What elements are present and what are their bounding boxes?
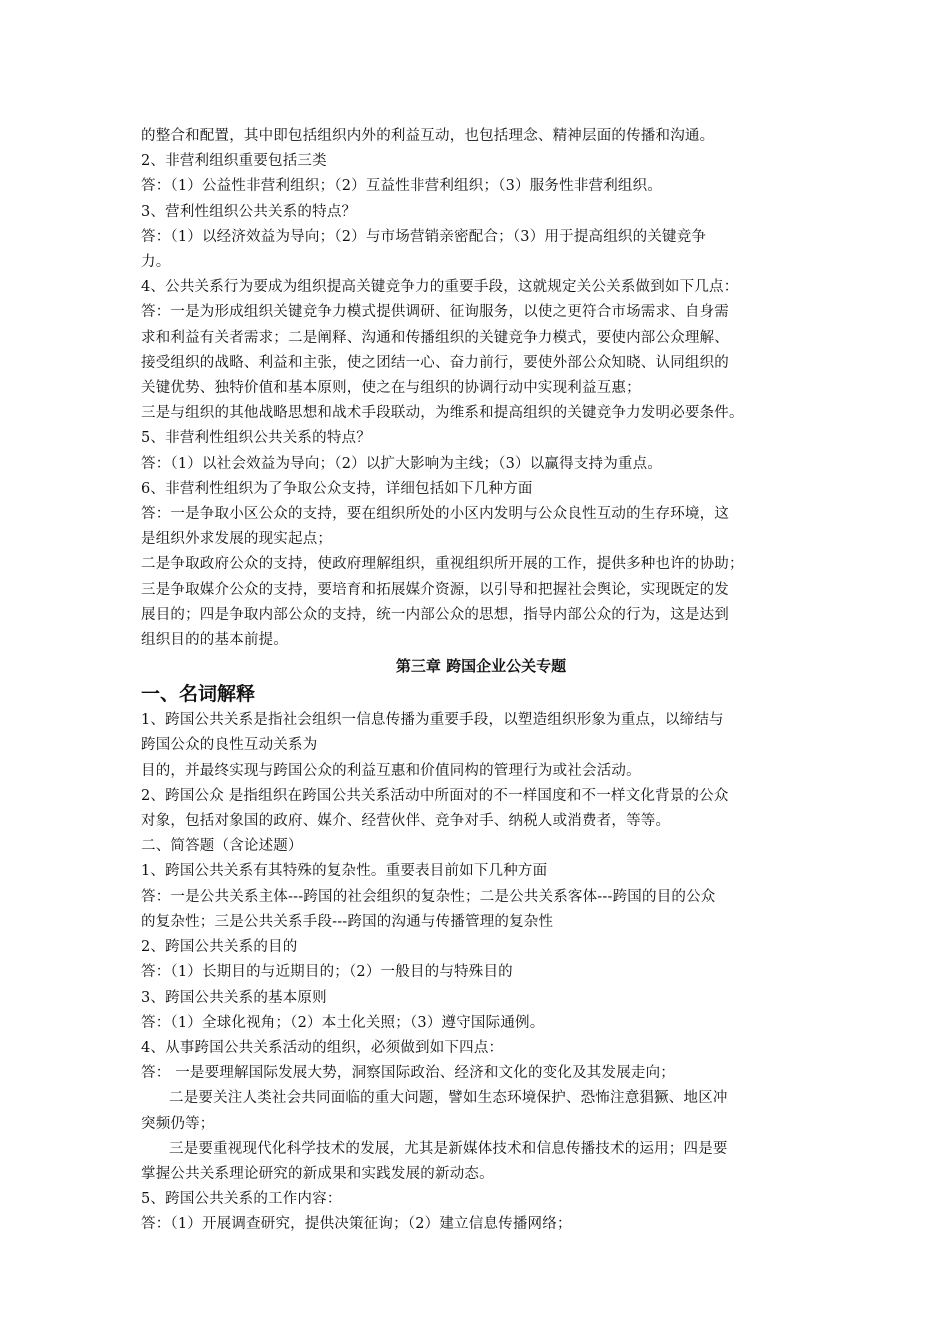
question-line: 5、非营利性组织公共关系的特点？ [141, 430, 371, 447]
text-line: 目的，并最终实现与跨国公众的利益互惠和价值同构的管理行为或社会活动。 [141, 762, 641, 779]
text-line: 跨国公众的良性互动关系为 [141, 737, 318, 754]
text-line: 掌握公共关系理论研究的新成果和实践发展的新动态。 [141, 1165, 494, 1182]
section-heading: 一、名词解释 [141, 683, 256, 706]
text-line: 三是争取媒介公众的支持，要培育和拓展媒介资源，以引导和把握社会舆论，实现既定的发 [141, 581, 729, 598]
answer-line: 答：（1）开展调查研究，提供决策征询；（2）建立信息传播网络； [141, 1216, 572, 1233]
question-line: 4、从事跨国公共关系活动的组织，必须做到如下四点： [141, 1039, 504, 1056]
answer-line: 答： 一是要理解国际发展大势，洞察国际政治、经济和文化的变化及其发展走向； [141, 1065, 676, 1082]
question-line: 3、跨国公共关系的基本原则 [141, 989, 327, 1006]
answer-line: 答：（1）全球化视角；（2）本土化关照；（3）遵守国际通例。 [141, 1014, 545, 1031]
text-line: 组织目的的基本前提。 [141, 632, 288, 649]
text-line: 是组织外求发展的现实起点； [141, 531, 333, 548]
text-line: 展目的；四是争取内部公众的支持，统一内部公众的思想，指导内部公众的行为，这是达到 [141, 606, 729, 623]
question-line: 1、跨国公共关系有其特殊的复杂性。重要表目前如下几种方面 [141, 863, 548, 880]
definition-line: 1、跨国公共关系是指社会组织一信息传播为重要手段，以塑造组织形象为重点，以缔结与 [141, 712, 724, 729]
text-line: 的整合和配置，其中即包括组织内外的利益互动，也包括理念、精神层面的传播和沟通。 [141, 128, 715, 144]
question-line: 5、跨国公共关系的工作内容： [141, 1191, 342, 1208]
question-line: 3、营利性组织公共关系的特点？ [141, 203, 357, 220]
question-line: 2、跨国公共关系的目的 [141, 939, 298, 956]
question-line: 4、公共关系行为要成为组织提高关键竞争力的重要手段，这就规定关公关系做到如下几点： [141, 279, 739, 296]
text-line: 接受组织的战略、利益和主张，使之团结一心、奋力前行，要使外部公众知晓、认同组织的 [141, 354, 729, 371]
text-line: 三是要重视现代化科学技术的发展，尤其是新媒体技术和信息传播技术的运用；四是要 [169, 1140, 728, 1157]
text-line: 二是要关注人类社会共同面临的重大问题，譬如生态环境保护、恐怖注意猖獗、地区冲 [169, 1090, 728, 1107]
text-line: 突频仍等； [141, 1115, 215, 1132]
text-line: 对象，包括对象国的政府、媒介、经营伙伴、竞争对手、纳税人或消费者，等等。 [141, 813, 671, 830]
answer-line: 答：（1）以经济效益为导向；（2）与市场营销亲密配合；（3）用于提高组织的关键竞争 [141, 228, 707, 245]
text-line: 关键优势、独特价值和基本原则，使之在与组织的协调行动中实现利益互惠； [141, 380, 641, 397]
subsection-heading: 二、简答题（含论述题） [141, 838, 303, 855]
text-line: 力。 [141, 254, 171, 271]
answer-line: 答：一是公共关系主体---跨国的社会组织的复杂性；二是公共关系客体---跨国的目的公众 [141, 888, 716, 905]
question-line: 6、非营利性组织为了争取公众支持，详细包括如下几种方面 [141, 480, 533, 497]
answer-line: 答：（1）以社会效益为导向；（2）以扩大影响为主线；（3）以赢得支持为重点。 [141, 455, 663, 472]
question-line: 2、非营利组织重要包括三类 [141, 153, 327, 170]
chapter-title: 第三章 跨国企业公关专题 [395, 657, 567, 676]
answer-line: 答：一是为形成组织关键竞争力模式提供调研、征询服务，以使之更符合市场需求、自身需 [141, 304, 729, 321]
answer-line: 答：一是争取小区公众的支持，要在组织所处的小区内发明与公众良性互动的生存环境，这 [141, 506, 729, 523]
text-line: 的复杂性；三是公共关系手段---跨国的沟通与传播管理的复杂性 [141, 913, 554, 930]
answer-line: 答：（1）长期目的与近期目的；（2）一般目的与特殊目的 [141, 964, 513, 981]
document-page [141, 124, 821, 1238]
text-line: 三是与组织的其他战略思想和战术手段联动，为维系和提高组织的关键竞争力发明必要条件。 [141, 405, 744, 422]
definition-line: 2、跨国公众 是指组织在跨国公共关系活动中所面对的不一样国度和不一样文化背景的公众 [141, 787, 729, 804]
text-line: 二是争取政府公众的支持，使政府理解组织，重视组织所开展的工作，提供多种也许的协助； [141, 556, 744, 573]
text-line: 求和利益有关者需求；二是阐释、沟通和传播组织的关键竞争力模式，要使内部公众理解、 [141, 329, 729, 346]
answer-line: 答：（1）公益性非营利组织；（2）互益性非营利组织；（3）服务性非营利组织。 [141, 178, 663, 195]
